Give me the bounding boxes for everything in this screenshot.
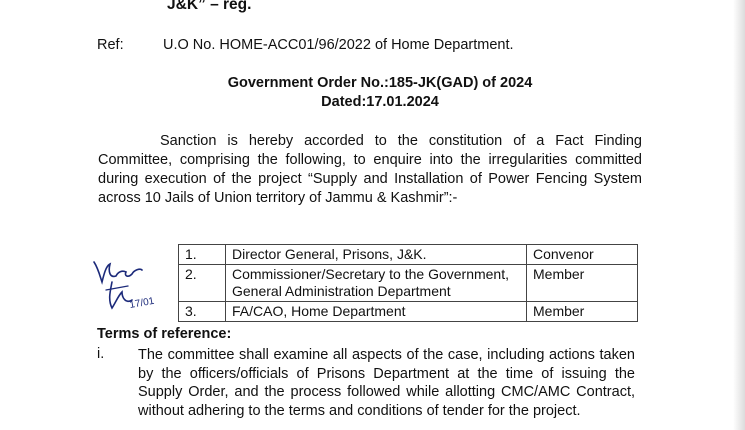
sanction-paragraph	[98, 132, 642, 208]
term-index: i.	[97, 346, 105, 362]
member-designation: FA/CAO, Home Department	[226, 302, 527, 322]
order-number: Government Order No.:185-JK(GAD) of 2024	[227, 75, 533, 91]
signature-scribble-icon	[88, 252, 163, 320]
order-date: Dated:17.01.2024	[321, 94, 439, 110]
table-row	[179, 245, 638, 265]
member-designation: Commissioner/Secretary to the Government, General Administration Department	[226, 265, 527, 302]
member-number: 2.	[179, 265, 226, 302]
member-number: 1.	[179, 245, 226, 265]
member-role: Convenor	[527, 245, 638, 265]
reference-label: Ref:	[97, 37, 124, 53]
term-text: The committee shall examine all aspects of the case, including actions taken by the officers/officials of Prisons Department at the time of issuing the Supply Order, and the process followed while allotting CMC/AMC Contract, without adhering to the terms and conditions of tender for the project.	[138, 347, 635, 419]
table-row	[179, 302, 638, 322]
page-edge-shadow	[733, 0, 745, 430]
table-row	[179, 265, 638, 302]
member-designation: Director General, Prisons, J&K.	[226, 245, 527, 265]
member-role: Member	[527, 302, 638, 322]
member-number: 3.	[179, 302, 226, 322]
reference-text: U.O No. HOME-ACC01/96/2022 of Home Department.	[163, 37, 514, 53]
terms-heading: Terms of reference:	[97, 326, 232, 342]
signature-date-note: 17/01	[128, 295, 156, 311]
member-role: Member	[527, 265, 638, 302]
sanction-text: Sanction is hereby accorded to the constitution of a Fact Finding Committee, comprising the following, to enquire into the irregularities committed during execution of the project “Supply and Installation of Power Fencing System across 10 Jails of Union territory of Jammu & Kashmir”:-	[98, 133, 642, 206]
subject-line-tail: J&K” – reg.	[167, 0, 252, 13]
handwritten-signature	[88, 252, 163, 325]
committee-members-table	[178, 244, 638, 322]
